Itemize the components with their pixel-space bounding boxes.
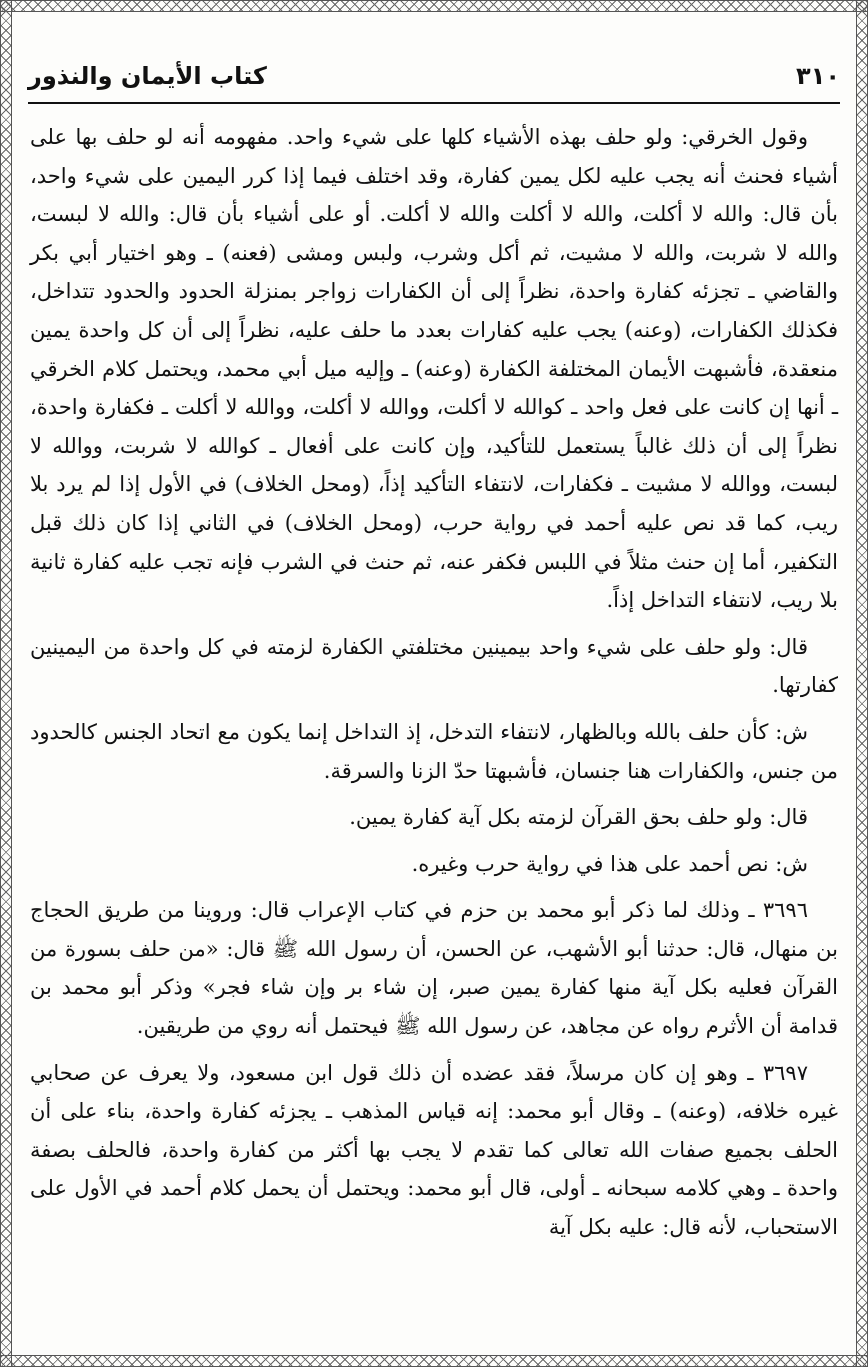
page-title: كتاب الأيمان والنذور xyxy=(28,62,267,90)
page-body xyxy=(30,118,838,1351)
paragraph-matn: قال: ولو حلف على شيء واحد بيمينين مختلفتي الكفارة لزمته في كل واحدة من اليمينين كفارتها. xyxy=(30,634,838,698)
paragraph-commentary: ش: نص أحمد على هذا في رواية حرب وغيره. xyxy=(411,851,808,876)
decorative-border-left xyxy=(0,0,12,1367)
paragraph-hadith: ٣٦٩٧ ـ وهو إن كان مرسلاً، فقد عضده أن ذلك قول ابن مسعود، ولا يعرف عن صحابي غيره خلافه، (وعنه) ـ وقال أبو محمد: إنه قياس المذهب ـ يجزئه كفارة واحدة، بناء على أن الحلف بجميع صفات الله تعالى كما تقدم لا يجب بها أكثر من كفارة واحدة، فالحلف بصفة واحدة ـ وهي كلامه سبحانه ـ أولى، قال أبو محمد: ويحتمل أن يحمل كلام أحمد في الأول على الاستحباب، لأنه قال: عليه بكل آية xyxy=(30,1060,838,1240)
paragraph-commentary: ش: كأن حلف بالله وبالظهار، لانتفاء التدخل، إذ التداخل إنما يكون مع اتحاد الجنس كالحدود من جنس، والكفارات هنا جنسان، فأشبهتا حدّ الزنا والسرقة. xyxy=(30,719,838,783)
paragraph-matn: قال: ولو حلف بحق القرآن لزمته بكل آية كفارة يمين. xyxy=(349,805,808,830)
paragraph-hadith: ٣٦٩٦ ـ وذلك لما ذكر أبو محمد بن حزم في كتاب الإعراب قال: وروينا من طريق الحجاج بن منهال، قال: حدثنا أبو الأشهب، عن الحسن، أن رسول الله ﷺ قال: «من حلف بسورة من القرآن فعليه بكل آية منها كفارة يمين صبر، إن شاء بر وإن شاء فجر» وذكر أبو محمد بن قدامة أن الأثرم رواه عن مجاهد، عن رسول الله ﷺ فيحتمل أنه روي من طريقين. xyxy=(30,898,838,1039)
header-divider xyxy=(28,102,840,104)
decorative-border-right xyxy=(856,0,868,1367)
decorative-border-bottom xyxy=(0,1355,868,1367)
page-header xyxy=(28,56,840,96)
decorative-border-top xyxy=(0,0,868,12)
page-number: ٣١٠ xyxy=(796,62,840,90)
paragraph-commentary: وقول الخرقي: ولو حلف بهذه الأشياء كلها على شيء واحد. مفهومه أنه لو حلف بها على أشياء فحنث أنه يجب عليه لكل يمين كفارة، وقد اختلف فيما إذا كرر اليمين على شيء واحد، بأن قال: والله لا أكلت، والله لا أكلت والله لا أكلت. أو على أشياء بأن قال: والله لا لبست، والله لا شربت، والله لا مشيت، ثم أكل وشرب، ولبس ومشى (فعنه) ـ وهو اختيار أبي بكر والقاضي ـ تجزئه كفارة واحدة، نظراً إلى أن الكفارات زواجر بمنزلة الحدود والحدود تتداخل، فكذلك الكفارات، (وعنه) يجب عليه كفارات بعدد ما حلف عليه، نظراً إلى أن كل واحدة يمين منعقدة، فأشبهت الأيمان المختلفة الكفارة (وعنه) ـ وإليه ميل أبي محمد، ويحتمل كلام الخرقي ـ أنها إن كانت على فعل واحد ـ كوالله لا أكلت، ووالله لا أكلت، ووالله لا أكلت ـ فكفارة واحدة، نظراً إلى أن ذلك غالباً يستعمل للتأكيد، وإن كانت على أفعال ـ كوالله لا شربت، ووالله لا لبست، ووالله لا مشيت ـ فكفارات، لانتفاء التأكيد إذاً، (ومحل الخلاف) في الأول إذا لم يرد بلا ريب، كما قد نص عليه أحمد في رواية حرب، (ومحل الخلاف) في الثاني إذا كان ذلك قبل التكفير، أما إن حنث مثلاً في اللبس فكفر عنه، ثم حنث في الشرب فإنه تجب عليه كفارة ثانية بلا ريب، لانتفاء التداخل إذاً. xyxy=(30,125,838,613)
